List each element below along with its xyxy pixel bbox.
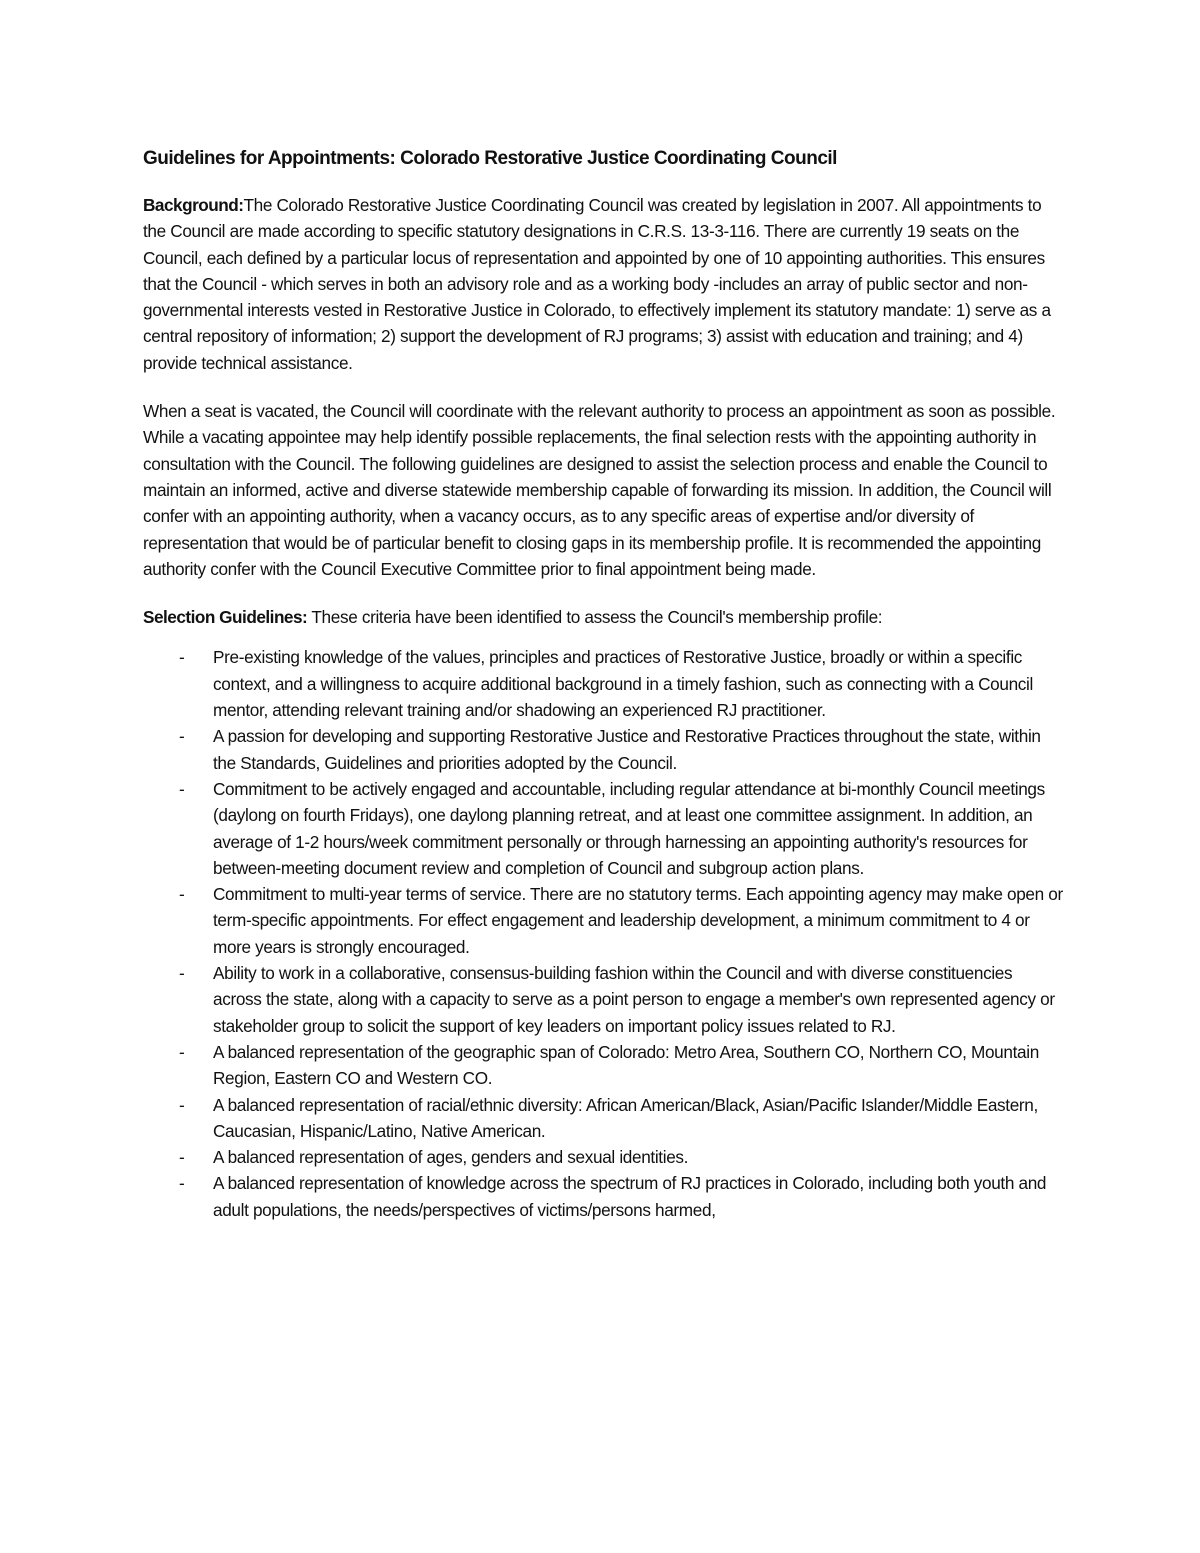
background-text: The Colorado Restorative Justice Coordinating Council was created by legislation in 2007. All appointments to the Council are made according to specific statutory designations in C.R.S. 13-3-116. There are currently 19 seats on the Council, each defined by a particular locus of representation and appointed by one of 10 appointing authorities. This ensures that the Council - which serves in both an advisory role and as a working body -includes an array of public sector and non-governmental interests vested in Restorative Justice in Colorado, to effectively implement its statutory mandate: 1) serve as a central repository of information; 2) support the development of RJ programs; 3) assist with education and training; and 4) provide technical assistance. [143, 195, 1051, 373]
list-item-text: A balanced representation of knowledge across the spectrum of RJ practices in Colorado, including both youth and adult populations, the needs/perspectives of victims/persons harmed, [213, 1173, 1047, 1220]
selection-lead: Selection Guidelines: [143, 607, 308, 628]
list-item [143, 1092, 1063, 1145]
list-item-text: Commitment to be actively engaged and accountable, including regular attendance at bi-monthly Council meetings (daylong on fourth Fridays), one daylong planning retreat, and at least one committee assignment. In addition, an average of 1-2 hours/week commitment personally or through harnessing an appointing authority's resources for between-meeting document review and completion of Council and subgroup action plans. [213, 778, 1045, 878]
list-item [143, 776, 1063, 881]
list-item-text: Commitment to multi-year terms of service. There are no statutory terms. Each appointing agency may make open or term-specific appointments. For effect engagement and leadership development, a minimum commitment to 4 or more years is strongly encouraged. [213, 884, 1063, 957]
document-title: Guidelines for Appointments: Colorado Restorative Justice Coordinating Council [143, 148, 837, 169]
selection-text: These criteria have been identified to assess the Council's membership profile: [307, 607, 883, 628]
list-item [143, 723, 1063, 776]
criteria-list [143, 644, 1063, 1223]
list-item [143, 960, 1063, 1039]
list-item-text: Ability to work in a collaborative, consensus-building fashion within the Council and with diverse constituencies across the state, along with a capacity to serve as a point person to engage a member's own represented agency or stakeholder group to solicit the support of key leaders on important policy issues related to RJ. [213, 963, 1055, 1036]
list-item [143, 881, 1063, 960]
bullet-dash: - [179, 963, 185, 984]
bullet-dash: - [179, 1094, 185, 1115]
bullet-dash: - [179, 1147, 185, 1168]
list-item-text: A balanced representation of racial/ethnic diversity: African American/Black, Asian/Pacific Islander/Middle Eastern, Caucasian, Hispanic/Latino, Native American. [213, 1094, 1038, 1141]
bullet-dash: - [179, 1173, 185, 1194]
background-paragraph [143, 192, 1063, 376]
bullet-dash: - [179, 1041, 185, 1062]
list-item-text: Pre-existing knowledge of the values, principles and practices of Restorative Justice, broadly or within a specific context, and a willingness to acquire additional background in a timely fashion, such as connecting with a Council mentor, attending relevant training and/or shadowing an experienced RJ practitioner. [213, 647, 1033, 721]
bullet-dash: - [179, 726, 185, 747]
list-item-text: A balanced representation of the geographic span of Colorado: Metro Area, Southern CO, Northern CO, Mountain Region, Eastern CO and Western CO. [213, 1041, 1039, 1089]
list-item [143, 1039, 1063, 1092]
selection-guidelines-intro [143, 604, 1063, 630]
list-item [143, 644, 1063, 723]
list-item [143, 1144, 1063, 1170]
list-item [143, 1170, 1063, 1223]
background-lead: Background: [143, 195, 244, 215]
list-item-text: A balanced representation of ages, genders and sexual identities. [213, 1147, 689, 1168]
bullet-dash: - [179, 778, 185, 799]
list-item-text: A passion for developing and supporting Restorative Justice and Restorative Practices throughout the state, within the Standards, Guidelines and priorities adopted by the Council. [213, 726, 1041, 773]
bullet-dash: - [179, 647, 185, 668]
vacancy-paragraph: When a seat is vacated, the Council will coordinate with the relevant authority to process an appointment as soon as possible. While a vacating appointee may help identify possible replacements, the final selection rests with the appointing authority in consultation with the Council. The following guidelines are designed to assist the selection process and enable the Council to maintain an informed, active and diverse statewide membership capable of forwarding its mission. In addition, the Council will confer with an appointing authority, when a vacancy occurs, as to any specific areas of expertise and/or diversity of representation that would be of particular benefit to closing gaps in its membership profile. It is recommended the appointing authority confer with the Council Executive Committee prior to final appointment being made. [143, 401, 1056, 579]
document-page [143, 146, 1063, 1223]
bullet-dash: - [179, 884, 185, 905]
